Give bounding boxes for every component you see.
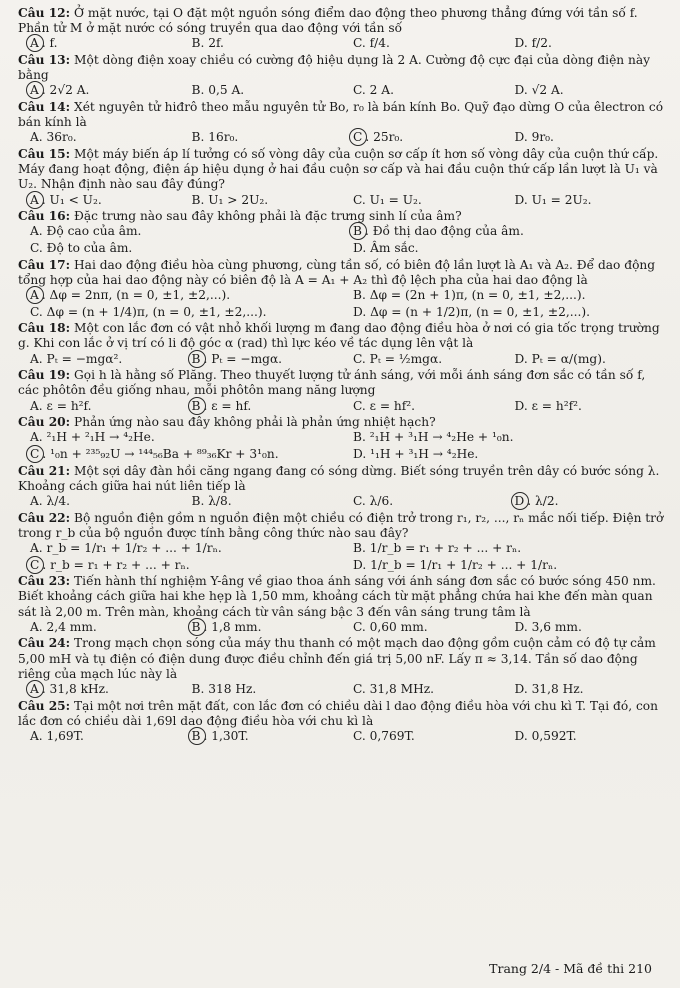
options-row [18,352,664,368]
question-number: Câu 13: [18,53,71,67]
answer-option[interactable]: C. λ/6. [353,493,394,508]
question-text [18,368,664,398]
question-text [18,636,664,682]
question-number: Câu 17: [18,257,71,272]
answer-mark-circle: B [191,398,201,413]
question-number: Câu 16: [18,209,71,224]
question-block [18,415,664,462]
question-number: Câu 25: [18,698,71,713]
question-text [18,574,664,620]
answer-mark-circle: B [353,224,362,239]
answer-option[interactable]: A . 2√2 A. [30,83,90,98]
question-list [18,6,664,745]
question-number: Câu 15: [18,147,71,161]
answer-mark-circle: C [30,446,40,461]
options-row [18,729,664,745]
question-stem: Bộ nguồn điện gồm n nguồn điện một chiều có điện trở trong r₁, r₂, ..., rₙ mắc nối tiếp. Điện trở trong r_b của bộ nguồn được tính bằng công thức nào sau đây? [18,510,664,540]
answer-option[interactable]: C . r_b = r₁ + r₂ + ... + rₙ. [30,557,190,572]
answer-option[interactable]: B. 0,5 A. [191,83,245,98]
question-stem: Phản ứng nào sau đây không phải là phản ứng nhiệt hạch? [74,415,436,430]
answer-option[interactable]: A. 2,4 mm. [30,619,97,634]
question-stem: Gọi h là hằng số Plăng. Theo thuyết lượng tử ánh sáng, với mỗi ánh sáng đơn sắc có tần số f, các phôtôn đều giống nhau, mỗi phôtôn mang năng lượng [18,368,646,398]
answer-option[interactable]: D. 9r₀. [514,130,554,145]
answer-mark-circle: A [30,288,39,302]
options-row [18,494,664,510]
answer-option[interactable]: B. Δφ = (2n + 1)π, (n = 0, ±1, ±2,...). [353,288,586,302]
question-text [18,100,664,130]
answer-option[interactable]: D. 3,6 mm. [514,619,582,634]
answer-option[interactable]: B. λ/8. [191,493,232,508]
question-block [18,6,664,52]
answer-mark-circle: B [191,351,201,366]
question-stem: Trong mạch chọn sóng của máy thu thanh có một mạch dao động gồm cuộn cảm có độ tự cảm 5,00 mH và tụ điện có điện dung được điều chỉnh đến giá trị 5,00 nF. Lấy π ≈ 3,14. Tần số dao động riêng của mạch lúc này là [18,636,656,681]
question-text [18,258,664,288]
options-row [18,305,664,321]
answer-option[interactable]: D. Pₜ = α/(mg). [514,351,606,366]
question-block [18,321,664,367]
options-row [18,83,664,99]
question-stem: Ở mặt nước, tại O đặt một nguồn sóng điểm dao động theo phương thẳng đứng với tần số f. Phần tử M ở mặt nước có sóng truyền qua dao động với tần số [18,6,638,36]
question-block [18,100,664,146]
answer-mark-circle: B [191,728,201,743]
answer-mark-circle: C [30,557,40,572]
question-stem: Xét nguyên tử hiđrô theo mẫu nguyên tử Bo, r₀ là bán kính Bo. Quỹ đạo dừng O của êlectron có bán kính là [18,100,664,130]
question-block [18,464,664,510]
answer-option[interactable]: B . 1,8 mm. [191,619,262,634]
answer-option[interactable]: A. Pₜ = −mgα². [30,351,123,366]
question-stem: Tiến hành thí nghiệm Y-âng về giao thoa ánh sáng với ánh sáng đơn sắc có bước sóng 450 nm. Biết khoảng cách giữa hai khe hẹp là 1,50 mm, khoảng cách từ mặt phẳng chứa hai khe đến màn quan sát là 2,00 m. Trên màn, khoảng cách từ vân sáng bậc 3 đến vân sáng trung tâm là [18,574,656,619]
question-number: Câu 23: [18,574,71,589]
answer-option[interactable]: C. U₁ = U₂. [353,192,422,207]
question-text [18,511,664,541]
options-row [18,36,664,52]
answer-option[interactable]: C. 31,8 MHz. [353,681,435,696]
answer-option[interactable]: C. 0,769T. [353,728,415,743]
options-row [18,224,664,240]
answer-option[interactable]: D. 0,592T. [514,728,577,743]
answer-option[interactable]: A . U₁ < U₂. [30,192,102,207]
answer-mark-circle: A [30,681,39,696]
question-text [18,464,664,494]
answer-option[interactable]: B. ²₁H + ³₁H → ⁴₂He + ¹₀n. [353,430,514,445]
question-block [18,511,664,574]
question-stem: Một con lắc đơn có vật nhỏ khối lượng m đang dao động điều hòa ở nơi có gia tốc trọng trường g. Khi con lắc ở vị trí có li độ góc α (rad) thì lực kéo về tác dụng lên vật là [18,321,660,351]
options-row [18,399,664,415]
answer-option[interactable]: D. ¹₁H + ³₁H → ⁴₂He. [353,446,479,461]
question-block [18,574,664,635]
answer-option[interactable]: A. ²₁H + ²₁H → ⁴₂He. [30,430,155,445]
answer-option[interactable]: C . ¹₀n + ²³⁵₉₂U → ¹⁴⁴₅₆Ba + ⁸⁹₃₆Kr + 3¹₀n. [30,446,279,461]
answer-option[interactable]: A . Δφ = 2nπ, (n = 0, ±1, ±2,...). [30,288,231,302]
question-number: Câu 24: [18,636,71,651]
answer-mark-circle: A [30,36,39,51]
options-row [18,288,664,304]
answer-option[interactable]: C. Δφ = (n + 1/4)π, (n = 0, ±1, ±2,...). [30,304,267,319]
question-stem: Một dòng điện xoay chiều có cường độ hiệu dụng là 2 A. Cường độ cực đại của dòng điện này bằng [18,53,651,83]
answer-option[interactable]: D. 1/r_b = 1/r₁ + 1/r₂ + ... + 1/rₙ. [353,557,558,572]
options-row [18,430,664,446]
question-block [18,209,664,256]
answer-option[interactable]: C. Độ to của âm. [30,241,133,255]
answer-option[interactable]: B . Đồ thị dao động của âm. [353,224,524,239]
question-stem: Tại một nơi trên mặt đất, con lắc đơn có chiều dài l dao động điều hòa với chu kì T. Tại đó, con lắc đơn có chiều dài 1,69l dao động điều hòa với chu kì là [18,698,658,728]
answer-option[interactable]: A . 31,8 kHz. [30,681,109,696]
answer-option[interactable]: A. ε = h²f. [30,398,92,413]
answer-option[interactable]: B. 318 Hz. [191,681,257,696]
answer-option[interactable]: A. 36r₀. [30,130,77,145]
answer-mark-circle: C [353,130,363,145]
answer-option[interactable]: D. U₁ = 2U₂. [514,192,592,207]
question-block [18,53,664,99]
answer-option[interactable]: B . Pₜ = −mgα. [191,351,283,366]
question-text [18,321,664,351]
answer-option[interactable]: B. 2f. [191,36,224,51]
answer-option[interactable]: A. r_b = 1/r₁ + 1/r₂ + ... + 1/rₙ. [30,540,222,555]
question-block [18,368,664,414]
answer-option[interactable]: D. √2 A. [514,83,564,98]
answer-option[interactable]: C. f/4. [353,36,390,51]
answer-option[interactable]: D. Δφ = (n + 1/2)π, (n = 0, ±1, ±2,...). [353,304,590,319]
answer-option[interactable]: A. λ/4. [30,493,71,508]
answer-option[interactable]: D. ε = h²f². [514,398,582,413]
question-number: Câu 12: [18,6,71,20]
answer-option[interactable]: C. 0,60 mm. [353,619,428,634]
answer-mark-circle: A [30,192,39,207]
options-row [18,620,664,636]
answer-option[interactable]: B . 1,30T. [191,728,249,743]
answer-option[interactable]: B. 1/r_b = r₁ + r₂ + ... + rₙ. [353,540,522,555]
question-text [18,699,664,729]
answer-option[interactable]: D. f/2. [514,36,552,51]
answer-mark-circle: A [30,83,39,98]
options-row [18,241,664,257]
answer-option[interactable]: A. Độ cao của âm. [30,224,142,239]
question-block [18,636,664,697]
question-number: Câu 20: [18,415,71,430]
question-number: Câu 18: [18,321,71,336]
question-stem: Hai dao động điều hòa cùng phương, cùng tần số, có biên độ lần lượt là A₁ và A₂. Để dao động tổng hợp của hai dao động này có biên độ là A = A₁ + A₂ thì độ lệch pha của hai dao động là [18,257,656,287]
question-number: Câu 19: [18,368,71,383]
question-block [18,258,664,321]
options-row [18,541,664,557]
question-stem: Đặc trưng nào sau đây không phải là đặc trưng sinh lí của âm? [74,209,462,224]
answer-mark-circle: B [191,619,201,634]
question-text [18,415,664,430]
question-number: Câu 22: [18,510,71,525]
question-stem: Một máy biến áp lí tưởng có số vòng dây của cuộn sơ cấp ít hơn số vòng dây của cuộn thứ cấp. Máy đang hoạt động, điện áp hiệu dụng ở hai đầu cuộn sơ cấp và hai đầu cuộn thứ cấp lần lượt là U₁ và U₂. Nhận định nào sau đây đúng? [18,147,659,192]
options-row [18,447,664,463]
answer-option[interactable]: C. ε = hf². [353,398,416,413]
answer-option[interactable]: C. Pₜ = ½mgα. [353,351,443,366]
question-block [18,147,664,208]
question-text [18,6,664,36]
question-text [18,209,664,224]
options-row [18,130,664,146]
answer-option[interactable]: B. U₁ > 2U₂. [191,192,269,207]
answer-option[interactable]: D . λ/2. [514,493,559,508]
question-number: Câu 21: [18,463,71,478]
answer-option[interactable]: C. 2 A. [353,83,394,98]
question-number: Câu 14: [18,100,71,114]
page-footer: Trang 2/4 - Mã đề thi 210 [489,961,652,976]
options-row [18,193,664,209]
question-text [18,147,664,193]
options-row [18,682,664,698]
answer-option[interactable]: B. 16r₀. [191,130,239,145]
answer-option[interactable]: D. Âm sắc. [353,241,419,255]
answer-mark-circle: D [514,493,525,508]
question-text [18,53,664,83]
question-stem: Một sợi dây đàn hồi căng ngang đang có sóng dừng. Biết sóng truyền trên dây có bước sóng λ. Khoảng cách giữa hai nút liên tiếp là [18,463,660,493]
answer-option[interactable]: D. 31,8 Hz. [514,681,584,696]
answer-option[interactable]: C . 25r₀. [353,130,404,145]
question-block [18,699,664,745]
options-row [18,558,664,574]
answer-option[interactable]: A . f. [30,36,58,51]
answer-option[interactable]: A. 1,69T. [30,728,84,743]
answer-option[interactable]: B . ε = hf. [191,398,252,413]
